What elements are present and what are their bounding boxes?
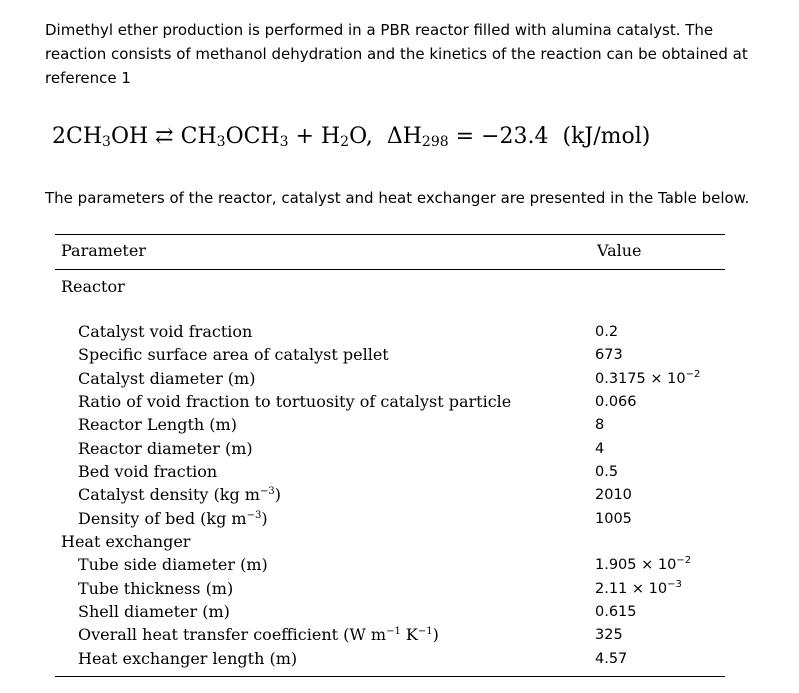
- header-value: Value: [597, 241, 642, 260]
- enthalpy-subscript: 298: [421, 134, 449, 150]
- row-label: Catalyst diameter (m): [78, 369, 256, 388]
- row-value: 8: [595, 417, 605, 433]
- label-base: Catalyst density (kg m: [78, 485, 260, 504]
- row-label: [78, 625, 439, 644]
- label-end: ): [432, 625, 439, 644]
- enthalpy-units: (kJ/mol): [562, 124, 651, 149]
- header-rule: [55, 269, 725, 270]
- eq-subscript: 3: [279, 134, 289, 150]
- value-base: 1.905 × 10: [595, 557, 677, 573]
- eq-text: O,: [349, 124, 373, 149]
- eq-text: OCH: [225, 124, 280, 149]
- label-mid: K: [400, 625, 418, 644]
- eq-text: H: [320, 124, 341, 149]
- label-end: ): [261, 509, 268, 528]
- value-exponent: −3: [667, 579, 682, 590]
- table-caption: The parameters of the reactor, catalyst and heat exchanger are presented in the Table below.: [45, 189, 750, 207]
- row-value: 0.615: [595, 604, 637, 620]
- reaction-equation: [52, 124, 650, 149]
- section-heat-exchanger: Heat exchanger: [61, 532, 191, 551]
- row-value: 325: [595, 627, 623, 643]
- value-base: 0.3175 × 10: [595, 371, 686, 387]
- label-exponent: −3: [246, 510, 262, 521]
- row-value: [595, 557, 691, 573]
- row-value: 4.57: [595, 651, 628, 667]
- intro-paragraph: Dimethyl ether production is performed in a PBR reactor filled with alumina catalyst. The reaction consists of methanol dehydration and the kinetics of the reaction can be obtained at reference 1: [45, 21, 748, 87]
- eq-subscript: 3: [216, 134, 226, 150]
- row-value: 673: [595, 347, 623, 363]
- value-base: 2.11 × 10: [595, 581, 668, 597]
- row-label: Shell diameter (m): [78, 602, 230, 621]
- row-label: [78, 485, 281, 504]
- row-value: 0.2: [595, 324, 619, 340]
- row-label: Bed void fraction: [78, 462, 218, 481]
- table-top-rule: [55, 234, 725, 235]
- row-value: 1005: [595, 511, 632, 527]
- eq-text: CH: [180, 124, 217, 149]
- row-value: [595, 371, 700, 387]
- table-bottom-rule: [55, 676, 725, 677]
- row-value: 4: [595, 441, 605, 457]
- enthalpy-symbol: ΔH: [386, 124, 422, 149]
- eq-text: OH: [110, 124, 149, 149]
- eq-subscript: 2: [340, 134, 350, 150]
- row-label: Heat exchanger length (m): [78, 649, 298, 668]
- row-label: Specific surface area of catalyst pellet: [78, 345, 389, 364]
- row-label: [78, 509, 268, 528]
- eq-plus: +: [295, 124, 314, 149]
- row-label: Ratio of void fraction to tortuosity of catalyst particle: [78, 392, 512, 411]
- reversible-arrow: ⇄: [155, 124, 174, 149]
- value-exponent: −2: [685, 369, 701, 380]
- eq-text: 2CH: [52, 124, 103, 149]
- parameter-table: [55, 234, 725, 678]
- label-base: Density of bed (kg m: [78, 509, 247, 528]
- row-value: 2010: [595, 487, 632, 503]
- label-exponent: −1: [386, 626, 401, 637]
- value-exponent: −2: [676, 555, 692, 566]
- label-exponent: −3: [259, 486, 275, 497]
- row-label: Catalyst void fraction: [78, 322, 253, 341]
- row-label: Tube thickness (m): [78, 579, 234, 598]
- header-parameter: Parameter: [61, 241, 146, 260]
- label-exponent: −1: [417, 626, 433, 637]
- row-value: 0.5: [595, 464, 619, 480]
- label-end: ): [274, 485, 281, 504]
- label-base: Overall heat transfer coefficient (W m: [78, 625, 387, 644]
- row-value: [595, 581, 682, 597]
- row-label: Reactor diameter (m): [78, 439, 253, 458]
- row-label: Tube side diameter (m): [78, 555, 268, 574]
- eq-subscript: 3: [102, 134, 111, 150]
- row-value: 0.066: [595, 394, 637, 410]
- row-label: Reactor Length (m): [78, 415, 237, 434]
- enthalpy-value: = −23.4: [455, 124, 549, 149]
- section-reactor: Reactor: [61, 277, 125, 296]
